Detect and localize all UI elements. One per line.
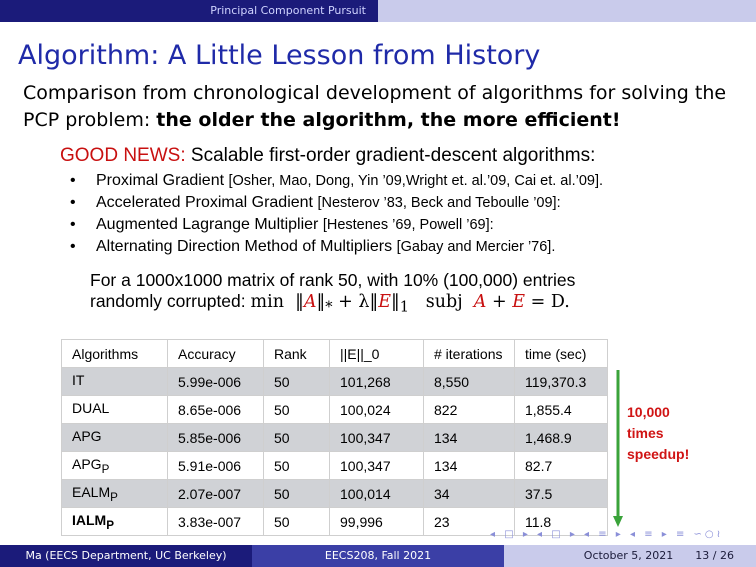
matrix-description: [90, 270, 575, 318]
footer-bar: [0, 545, 756, 567]
footer-date: October 5, 2021: [583, 549, 674, 562]
table-row: DUAL 8.65e-006 50 100,024 822 1,855.4: [62, 396, 608, 424]
list-item: [60, 214, 620, 236]
table-header-cell: Algorithms: [62, 340, 168, 368]
algorithm-ref: [Gabay and Mercier ’76].: [396, 239, 556, 255]
section-title[interactable]: Principal Component Pursuit: [0, 0, 378, 22]
header-bar: [0, 0, 756, 22]
table-row: $APG_P$ 5.91e-006 50 100,347 134 82.7: [62, 452, 608, 480]
subtitle-bold: the older the algorithm, the more efficient!: [156, 109, 621, 131]
algorithm-list: [60, 170, 620, 258]
table-row: $IALM_P$ 3.83e-007 50 99,996 23 11.8: [62, 508, 608, 536]
algorithms-block: [60, 144, 620, 258]
table-header-cell: Accuracy: [168, 340, 264, 368]
table-header-cell: Rank: [264, 340, 330, 368]
algorithm-name: Augmented Lagrange Multiplier: [96, 216, 319, 233]
algorithm-name: Accelerated Proximal Gradient: [96, 194, 313, 211]
slide-title: Algorithm: A Little Lesson from History: [18, 40, 541, 71]
table-row: IT 5.99e-006 50 101,268 8,550 119,370.3: [62, 368, 608, 396]
algorithm-name: Alternating Direction Method of Multipliers: [96, 238, 393, 255]
speedup-callout: 10,000 times speedup!: [627, 404, 690, 462]
beamer-navigation-icons[interactable]: ◂ □ ▸ ◂ □ ▸ ◂ ≡ ▸ ◂ ≡ ▸ ≡ ∽○≀: [490, 529, 724, 540]
footer-course: EECS208, Fall 2021: [252, 545, 504, 567]
matrix-line-1: For a 1000x1000 matrix of rank 50, with 10% (100,000) entries: [90, 270, 576, 290]
pcp-formula: $\min ‖A‖_*$ + $\lambda‖E‖_1$ subj A + E = D.: [250, 292, 570, 316]
good-news-label: GOOD NEWS:: [60, 145, 186, 166]
algorithm-ref: [Nesterov ’83, Beck and Teboulle ’09]:: [317, 195, 561, 211]
table-row: $EALM_P$ 2.07e-007 50 100,014 34 37.5: [62, 480, 608, 508]
footer-right: [504, 545, 756, 567]
header-right-band: [378, 0, 756, 22]
algorithm-ref: [Hestenes ’69, Powell ’69]:: [322, 217, 494, 233]
table-header-cell: time (sec): [515, 340, 608, 368]
table-header-cell: # iterations: [424, 340, 515, 368]
good-news-line: [60, 144, 620, 168]
footer-author: Ma (EECS Department, UC Berkeley): [0, 545, 252, 567]
footer-page-number: 13 / 26: [695, 549, 734, 562]
table-row: APG 5.85e-006 50 100,347 134 1,468.9: [62, 424, 608, 452]
table-header-cell: ||E||_0: [330, 340, 424, 368]
list-item: [60, 192, 620, 214]
good-news-text: Scalable first-order gradient-descent algorithms:: [190, 145, 596, 166]
algorithm-name: Proximal Gradient: [96, 172, 225, 189]
algorithm-ref: [Osher, Mao, Dong, Yin ’09,Wright et. al.’09, Cai et. al.’09].: [228, 173, 604, 189]
matrix-line-2: randomly corrupted: $\min ‖A‖_*$ + $\lambda‖E‖_1$ subj A + E = D.: [90, 291, 570, 316]
slide-subtitle: [23, 80, 743, 134]
subtitle-plain: Comparison from chronological development of algorithms for solving the PCP problem:: [23, 82, 727, 131]
list-item: [60, 170, 620, 192]
speedup-arrow-icon: [613, 370, 623, 527]
table-header-row: [62, 340, 608, 368]
results-table: [61, 339, 608, 536]
list-item: [60, 236, 620, 258]
